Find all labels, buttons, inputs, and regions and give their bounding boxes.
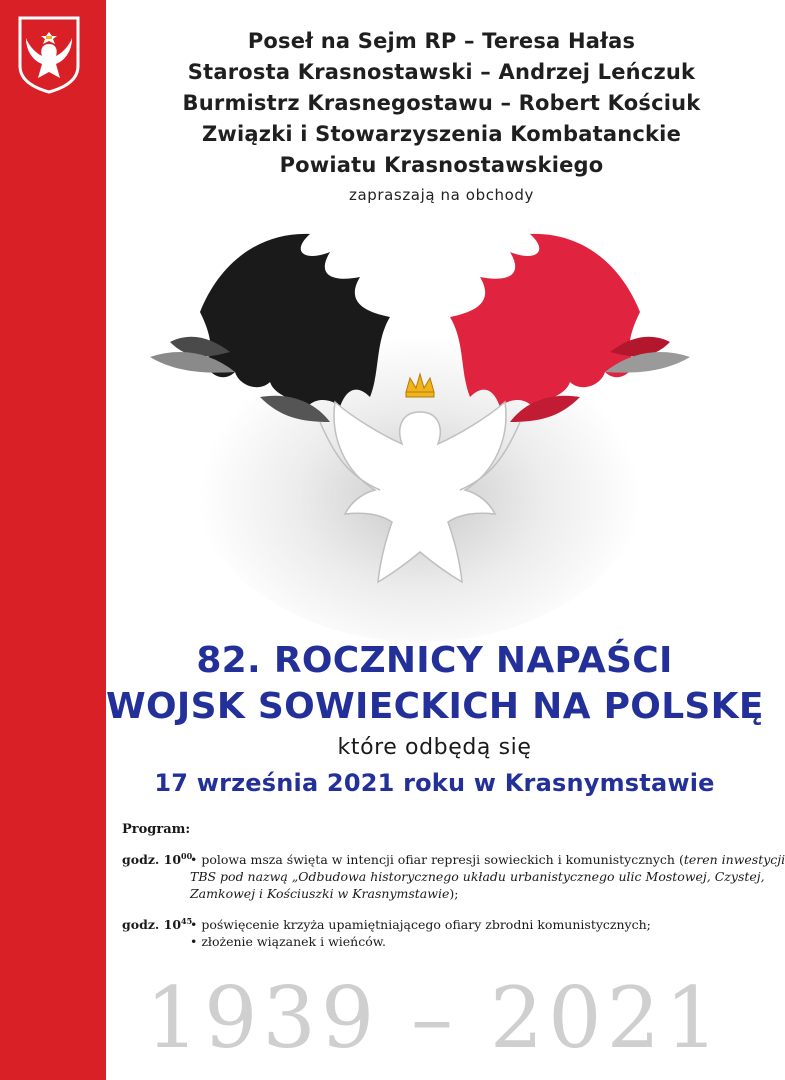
program-section (122, 822, 785, 964)
description-line: TBS pod nazwą „Odbudowa historycznego układu urbanistycznego ulic Mostowej, Czystej, (190, 869, 765, 884)
host-line: Starosta Krasnostawski – Andrzej Leńczuk (187, 60, 696, 84)
host-list (120, 26, 763, 181)
description-line: • złożenie wiązanek i wieńców. (190, 934, 386, 949)
white-eagle-on-red-shield-icon (16, 14, 82, 96)
crown-band-shape (406, 392, 434, 397)
description-italic-text: teren inwestycji (683, 852, 785, 867)
subtitle: które odbędą się (337, 735, 532, 760)
host-line: Burmistrz Krasnegostawu – Robert Kościuk (182, 91, 701, 115)
description-line: • poświęcenie krzyża upamiętniającego ofiary zbrodni komunistycznych; (190, 917, 651, 932)
host-line: Poseł na Sejm RP – Teresa Hałas (247, 29, 636, 53)
title-line-1: 82. ROCZNICY NAPAŚCI (196, 640, 673, 681)
description-line (190, 885, 785, 902)
years-range: 1939 – 2021 (145, 969, 724, 1067)
eagles-emblem-illustration (140, 222, 700, 622)
program-time (122, 850, 193, 902)
time-minutes: 00 (181, 850, 193, 861)
invite-text: zapraszają na obchody (348, 186, 535, 204)
red-side-stripe (0, 0, 106, 1080)
description-text: ); (449, 886, 459, 901)
event-title (106, 638, 763, 730)
program-item (122, 916, 742, 950)
time-minutes: 45 (181, 915, 193, 926)
date-line: 17 września 2021 roku w Krasnymstawie (154, 769, 715, 797)
program-item (122, 850, 785, 902)
program-time (122, 915, 193, 950)
description-text: • polowa msza święta w intencji ofiar represji sowieckich i komunistycznych ( (190, 852, 684, 867)
description-line (190, 851, 785, 868)
time-main: godz. 10 (122, 852, 182, 867)
program-description (190, 851, 785, 902)
title-line-2: WOJSK SOWIECKICH NA POLSKĘ (106, 686, 764, 727)
time-main: godz. 10 (122, 917, 182, 932)
program-label: Program: (122, 822, 191, 837)
program-description (190, 916, 742, 950)
description-italic-text: Zamkowej i Kościuszki w Krasnymstawie (190, 886, 450, 901)
host-line: Związki i Stowarzyszenia Kombatanckie (201, 122, 682, 146)
host-line: Powiatu Krasnostawskiego (279, 153, 604, 177)
